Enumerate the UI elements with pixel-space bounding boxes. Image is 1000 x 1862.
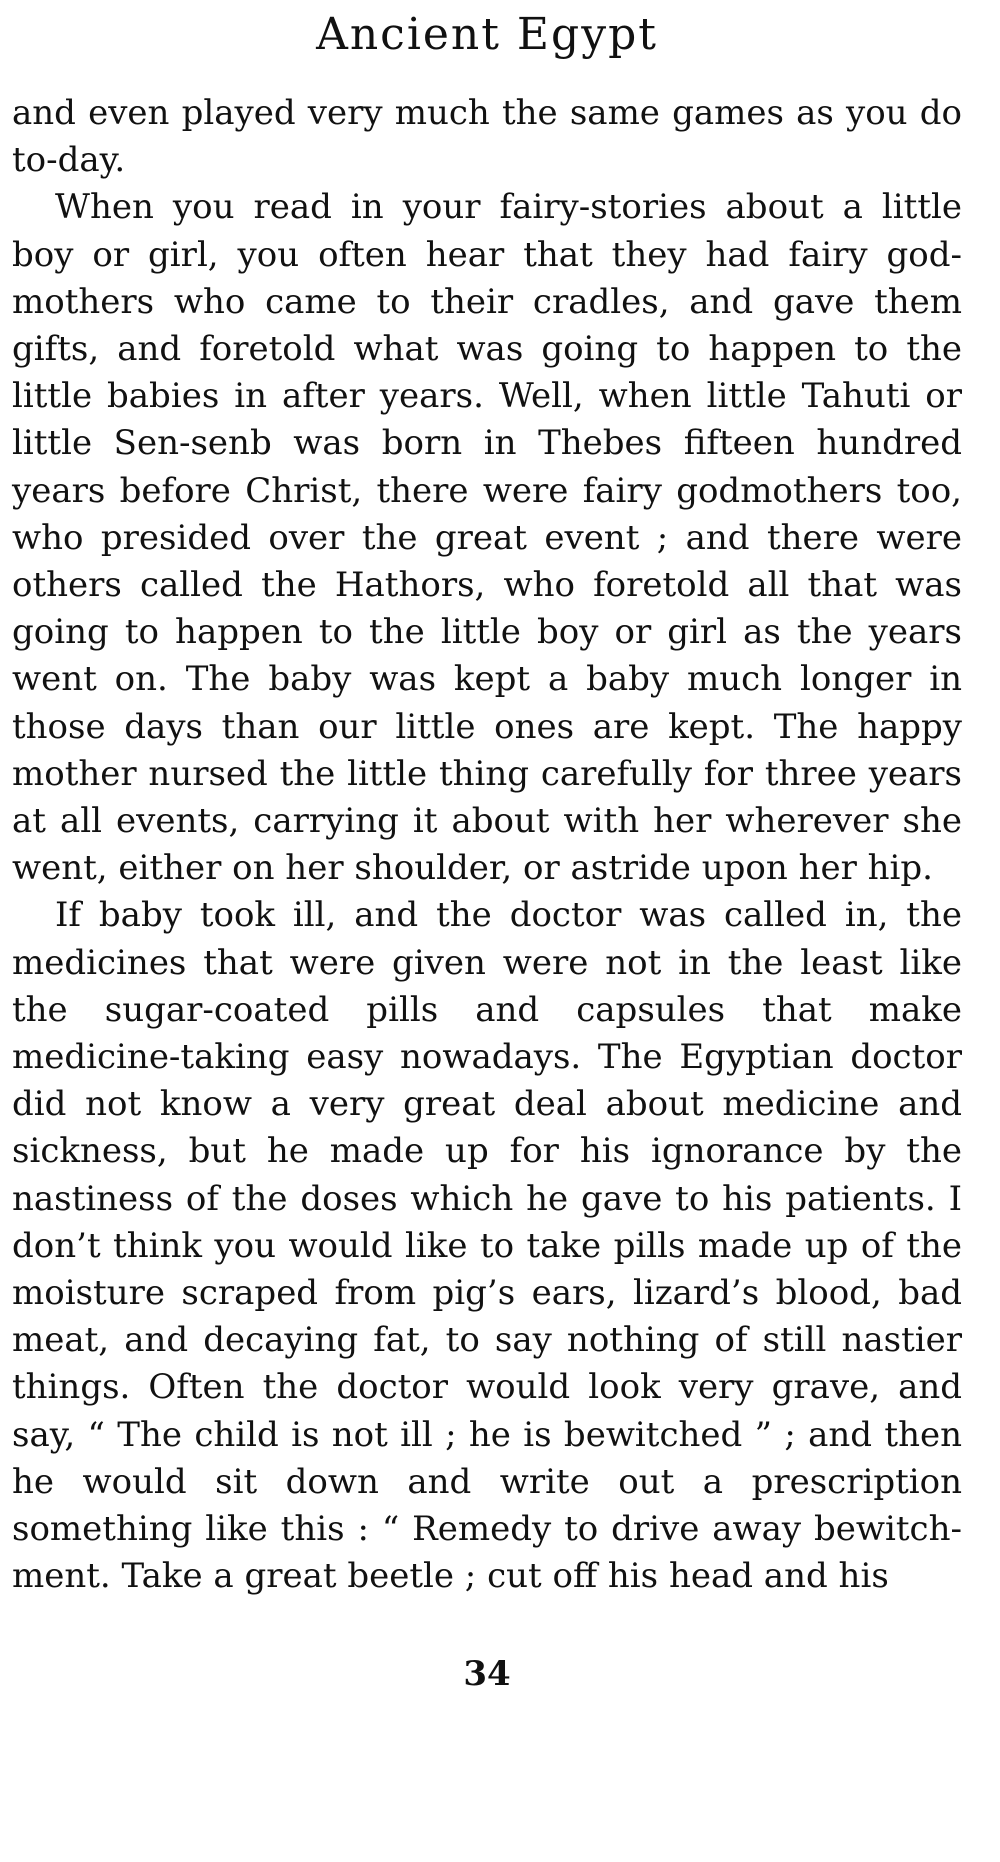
- paragraph-egyptian-doctor: If baby took ill, and the doctor was called in, the medicines that were given were not in the least like the sugar-coated pills and capsules that make medicine-taking easy nowadays. The Egyptian doctor did not know a very great deal about medicine and sickness, but he made up for his ignorance by the nastiness of the doses which he gave to his patients. I don’t think you would like to take pills made up of the moisture scraped from pig’s ears, lizard’s blood, bad meat, and decaying fat, to say nothing of still nastier things. Often the doctor would look very grave, and say, “ The child is not ill ; he is bewitched ” ; and then he would sit down and write out a prescription something like this : “ Remedy to drive away bewitch-ment. Take a great beetle ; cut off his head and his: [12, 895, 962, 1597]
- running-head-title: Ancient Egypt: [316, 9, 658, 60]
- page-number: 34: [463, 1654, 511, 1694]
- book-page: [12, 0, 962, 1862]
- paragraph-fairy-godmothers: When you read in your fairy-stories about a little boy or girl, you often hear that they had fairy god-mothers who came to their cradles, and gave them gifts, and foretold what was going to happen to the little babies in after years. Well, when little Tahuti or little Sen-senb was born in Thebes fifteen hundred years before Christ, there were fairy godmothers too, who presided over the great event ; and there were others called the Hathors, who foretold all that was going to happen to the little boy or girl as the years went on. The baby was kept a baby much longer in those days than our little ones are kept. The happy mother nursed the little thing carefully for three years at all events, carrying it about with her wherever she went, either on her shoulder, or astride upon her hip.: [12, 187, 962, 889]
- body-text: [12, 90, 962, 1601]
- paragraph-continued: and even played very much the same games as you do to-day.: [12, 93, 962, 181]
